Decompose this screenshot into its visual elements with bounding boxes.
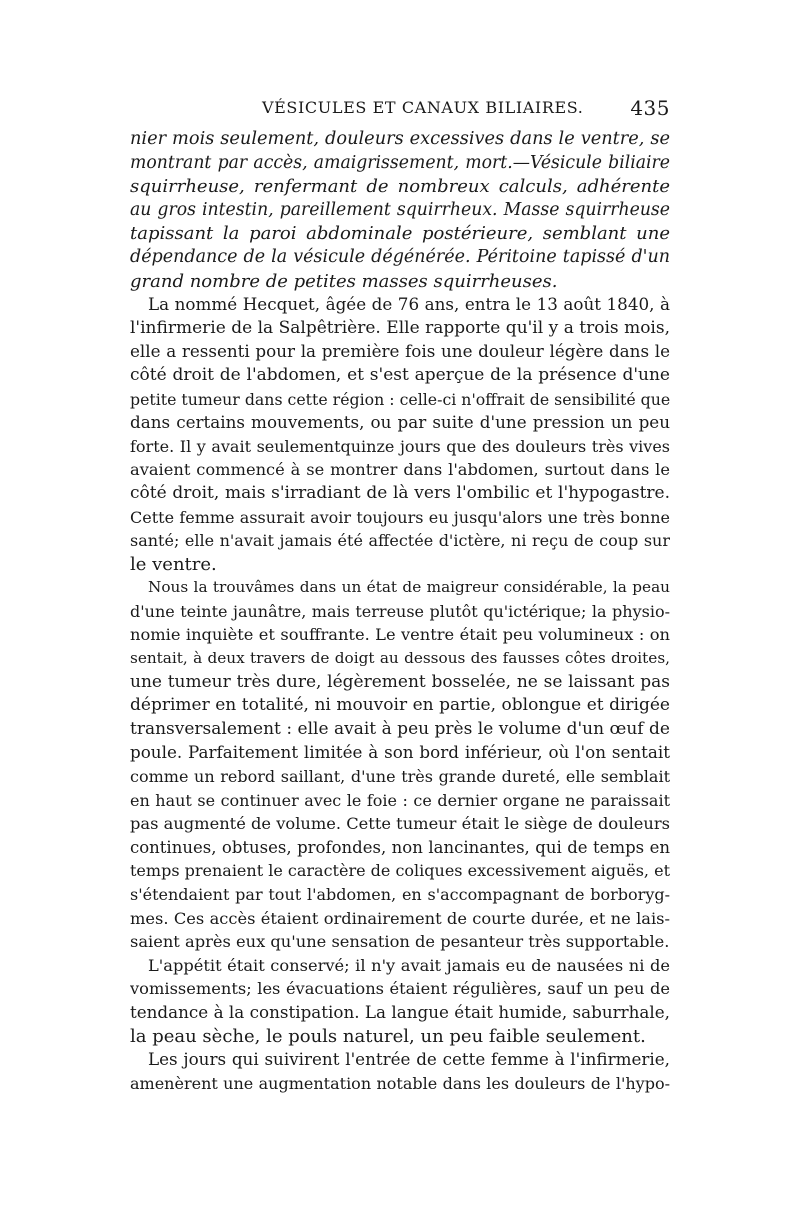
running-title: VÉSICULES ET CANAUX BILIAIRES.	[262, 98, 584, 117]
text-line: d'une teinte jaunâtre, mais terreuse plutôt qu'ictérique; la physio-	[130, 601, 670, 621]
text-line: déprimer en totalité, ni mouvoir en partie, oblongue et dirigée	[130, 695, 670, 716]
text-line: côté droit de l'abdomen, et s'est aperçue de la présence d'une	[130, 364, 670, 385]
text-line: saient après eux qu'une sensation de pesanteur très supportable.	[130, 932, 670, 952]
paragraph-admission	[130, 293, 670, 576]
page-number: 435	[630, 96, 670, 120]
case-summary	[130, 128, 670, 293]
summary-line: dépendance de la vésicule dégénérée. Péritoine tapissé d'un	[130, 246, 670, 267]
text-line: continues, obtuses, profondes, non lancinantes, qui de temps en	[130, 837, 670, 857]
text-line: la peau sèche, le pouls naturel, un peu faible seulement.	[130, 1025, 646, 1047]
summary-line: squirrheuse, renfermant de nombreux calculs, adhérente	[130, 176, 670, 198]
text-line: dans certains mouvements, ou par suite d'une pression un peu	[130, 412, 670, 433]
page-body	[130, 128, 670, 1095]
text-line: temps prenaient le caractère de coliques excessivement aiguës, et	[130, 861, 670, 881]
text-line: L'appétit était conservé; il n'y avait jamais eu de nausées ni de	[148, 955, 670, 975]
text-line: petite tumeur dans cette région : celle-ci n'offrait de sensibilité que	[130, 389, 670, 409]
paragraph-examination	[130, 576, 670, 954]
summary-line: montrant par accès, amaigrissement, mort.—Vésicule biliaire	[130, 152, 670, 173]
text-line: Cette femme assurait avoir toujours eu jusqu'alors une très bonne	[130, 507, 670, 527]
text-line: amenèrent une augmentation notable dans les douleurs de l'hypo-	[130, 1073, 670, 1093]
text-line: le ventre.	[130, 553, 217, 575]
text-line: tendance à la constipation. La langue était humide, saburrhale,	[130, 1001, 670, 1022]
paragraph-following-days	[130, 1048, 670, 1095]
text-line: l'infirmerie de la Salpêtrière. Elle rapporte qu'il y a trois mois,	[130, 317, 670, 338]
summary-line: au gros intestin, pareillement squirrheux. Masse squirrheuse	[130, 199, 670, 220]
text-line: une tumeur très dure, légèrement bosselée, ne se laissant pas	[130, 671, 670, 692]
text-line: poule. Parfaitement limitée à son bord inférieur, où l'on sentait	[130, 742, 670, 763]
summary-line: tapissant la paroi abdominale postérieure, semblant une	[130, 223, 670, 245]
text-line: Les jours qui suivirent l'entrée de cette femme à l'infirmerie,	[148, 1049, 670, 1070]
text-line: vomissements; les évacuations étaient régulières, sauf un peu de	[130, 979, 670, 999]
summary-line: grand nombre de petites masses squirrheuses.	[130, 270, 558, 292]
text-line: sentait, à deux travers de doigt au dessous des fausses côtes droites,	[130, 649, 670, 668]
running-head	[130, 96, 670, 124]
text-line: transversalement : elle avait à peu près le volume d'un œuf de	[130, 718, 670, 739]
text-line: côté droit, mais s'irradiant de là vers l'ombilic et l'hypogastre.	[130, 482, 670, 503]
text-line: elle a ressenti pour la première fois une douleur légère dans le	[130, 341, 670, 362]
text-line: pas augmenté de volume. Cette tumeur était le siège de douleurs	[130, 814, 670, 834]
text-line: s'étendaient par tout l'abdomen, en s'accompagnant de borboryg-	[130, 885, 670, 904]
text-line: La nommé Hecquet, âgée de 76 ans, entra le 13 août 1840, à	[148, 294, 670, 315]
text-line: comme un rebord saillant, d'une très grande dureté, elle semblait	[130, 767, 670, 787]
summary-line: nier mois seulement, douleurs excessives dans le ventre, se	[130, 129, 670, 149]
text-line: en haut se continuer avec le foie : ce dernier organe ne paraissait	[130, 790, 670, 810]
text-line: mes. Ces accès étaient ordinairement de courte durée, et ne lais-	[130, 908, 670, 928]
text-line: nomie inquiète et souffrante. Le ventre était peu volumineux : on	[130, 625, 670, 645]
text-line: santé; elle n'avait jamais été affectée d'ictère, ni reçu de coup sur	[130, 531, 670, 551]
text-line: Nous la trouvâmes dans un état de maigreur considérable, la peau	[148, 578, 670, 597]
text-line: forte. Il y avait seulementquinze jours que des douleurs très vives	[130, 436, 670, 456]
paragraph-appetite	[130, 954, 670, 1048]
text-line: avaient commencé à se montrer dans l'abdomen, surtout dans le	[130, 460, 670, 480]
